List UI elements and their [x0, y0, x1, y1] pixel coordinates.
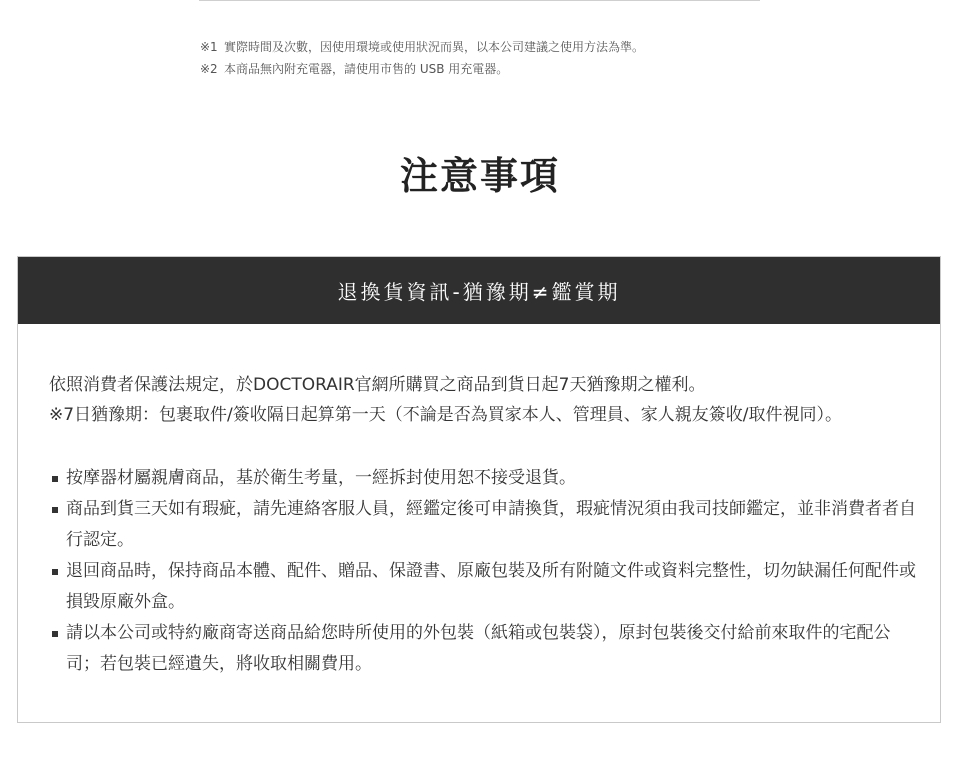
list-item — [49, 556, 919, 618]
footnote-text: 本商品無內附充電器，請使用市售的 USB 用充電器。 — [224, 62, 509, 76]
rule-text: 商品到貨三天如有瑕疵，請先連絡客服人員，經鑑定後可申請換貨，瑕疵情況須由我司技師鑑定，並非消費者者自行認定。 — [66, 499, 916, 550]
square-bullet-icon — [52, 631, 58, 637]
footnote-text: 實際時間及次數，因使用環境或使用狀況而異，以本公司建議之使用方法為準。 — [224, 40, 645, 54]
rule-text: 退回商品時，保持商品本體、配件、贈品、保證書、原廠包裝及所有附隨文件或資料完整性，切勿缺漏任何配件或損毀原廠外盒。 — [66, 561, 916, 612]
square-bullet-icon — [52, 507, 58, 513]
return-policy-box — [17, 256, 941, 723]
square-bullet-icon — [52, 569, 58, 575]
policy-rules-list — [49, 463, 919, 680]
policy-intro-line: 依照消費者保護法規定，於DOCTORAIR官網所購買之商品到貨日起7天猶豫期之權利。 — [49, 375, 706, 395]
footnote-1 — [200, 36, 800, 58]
square-bullet-icon — [52, 476, 58, 482]
footnote-2 — [200, 58, 800, 80]
rule-text: 請以本公司或特約廠商寄送商品給您時所使用的外包裝（紙箱或包裝袋），原封包裝後交付給前來取件的宅配公司；若包裝已經遺失，將收取相關費用。 — [66, 623, 891, 674]
policy-intro-line: ※7日猶豫期：包裹取件/簽收隔日起算第一天（不論是否為買家本人、管理員、家人親友簽收/取件視同）。 — [49, 405, 843, 425]
rule-text: 按摩器材屬親膚商品，基於衛生考量，一經拆封使用恕不接受退貨。 — [66, 468, 576, 488]
list-item — [49, 494, 919, 556]
footnote-mark: ※1 — [200, 40, 218, 54]
footnotes — [200, 36, 800, 80]
list-item — [49, 618, 919, 680]
policy-intro — [49, 370, 920, 430]
return-policy-header: 退換貨資訊-猶豫期≠鑑賞期 — [18, 257, 940, 324]
list-item — [49, 463, 919, 494]
footnote-mark: ※2 — [200, 62, 218, 76]
top-divider — [199, 0, 760, 1]
section-title: 注意事項 — [399, 154, 560, 198]
